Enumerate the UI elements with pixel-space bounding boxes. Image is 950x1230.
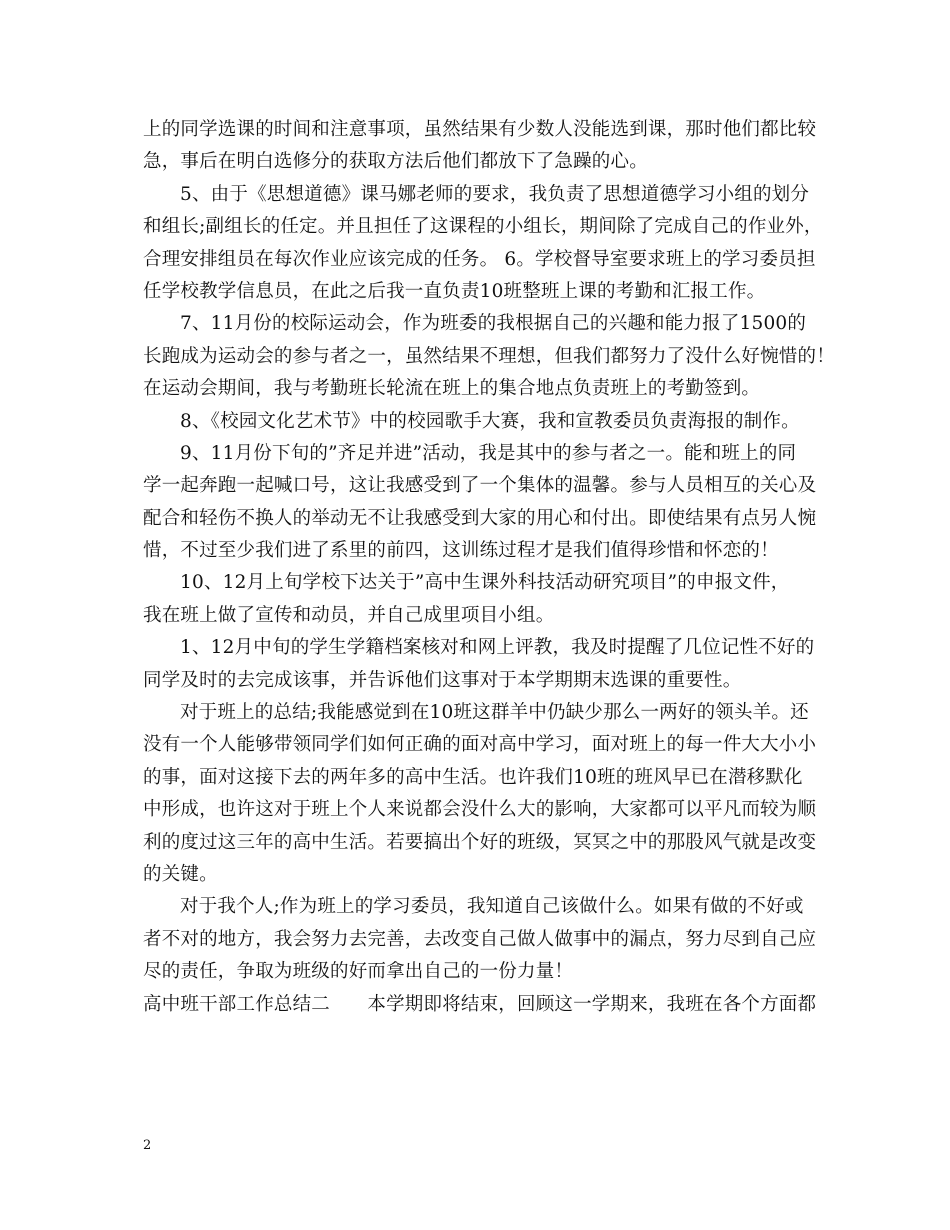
text-line: 7、11月份的校际运动会，作为班委的我根据自己的兴趣和能力报了1500的 [180,313,807,335]
text-line: 对于我个人;作为班上的学习委员，我知道自己该做什么。如果有做的不好或 [180,896,804,918]
document-body [143,114,835,1021]
text-line: 在运动会期间，我与考勤班长轮流在班上的集合地点负责班上的考勤签到。 [143,378,761,400]
text-line: 惜，不过至少我们进了系里的前四，这训练过程才是我们值得珍惜和怀恋的！ [143,540,779,562]
text-line: 的关键。 [143,863,218,885]
text-line: 中形成，也许这对于班上个人来说都会没什么大的影响，大家都可以平凡而较为顺 [143,799,817,821]
text-line: 的事，面对这接下去的两年多的高中生活。也许我们10班的班风早已在潜移默化 [143,766,803,788]
text-line: 和组长;副组长的任定。并且担任了这课程的小组长，期间除了完成自己的作业外， [143,216,823,238]
text-line: 者不对的地方，我会努力去完善，去改变自己做人做事中的漏点，努力尽到自己应 [143,928,817,950]
text-line: 5、由于《思想道德》课马娜老师的要求，我负责了思想道德学习小组的划分 [180,183,810,205]
text-line: 我在班上做了宣传和动员，并自己成里项目小组。 [143,604,555,626]
text-line: 学一起奔跑一起喊口号，这让我感受到了一个集体的温馨。参与人员相互的关心及 [143,475,817,497]
text-line: 9、11月份下旬的”齐足并进”活动，我是其中的参与者之一。能和班上的同 [180,442,797,464]
text-line: 高中班干部工作总结二 本学期即将结束，回顾这一学期来，我班在各个方面都 [143,993,817,1015]
text-line: 上的同学选课的时间和注意事项，虽然结果有少数人没能选到课，那时他们都比较 [143,119,817,140]
text-line: 同学及时的去完成该事，并告诉他们这事对于本学期期末选课的重要性。 [143,669,742,691]
text-line: 对于班上的总结;我能感觉到在10班这群羊中仍缺少那么一两好的领头羊。还 [180,702,809,724]
text-line: 配合和轻伤不换人的举动无不让我感受到大家的用心和付出。即使结果有点另人惋 [143,507,817,529]
text-line: 急，事后在明白选修分的获取方法后他们都放下了急躁的心。 [143,151,648,173]
text-line: 10、12月上旬学校下达关于”高中生课外科技活动研究项目”的申报文件， [180,572,790,594]
page-number: 2 [143,1138,152,1153]
text-line: 利的度过这三年的高中生活。若要搞出个好的班级，冥冥之中的那股风气就是改变 [143,831,817,853]
text-line: 1、12月中旬的学生学籍档案核对和网上评教，我及时提醒了几位记性不好的 [180,637,815,659]
text-line: 合理安排组员在每次作业应该完成的任务。 6。学校督导室要求班上的学习委员担 [143,248,816,270]
text-line: 8、《校园文化艺术节》中的校园歌手大赛，我和宣教委员负责海报的制作。 [180,410,800,432]
text-line: 任学校教学信息员，在此之后我一直负责10班整班上课的考勤和汇报工作。 [143,280,766,302]
text-line: 没有一个人能够带领同学们如何正确的面对高中学习，面对班上的每一件大大小小 [143,734,817,756]
text-line: 尽的责任，争取为班级的好而拿出自己的一份力量！ [143,961,574,983]
text-line: 长跑成为运动会的参与者之一，虽然结果不理想，但我们都努力了没什么好惋惜的！ [143,345,835,367]
